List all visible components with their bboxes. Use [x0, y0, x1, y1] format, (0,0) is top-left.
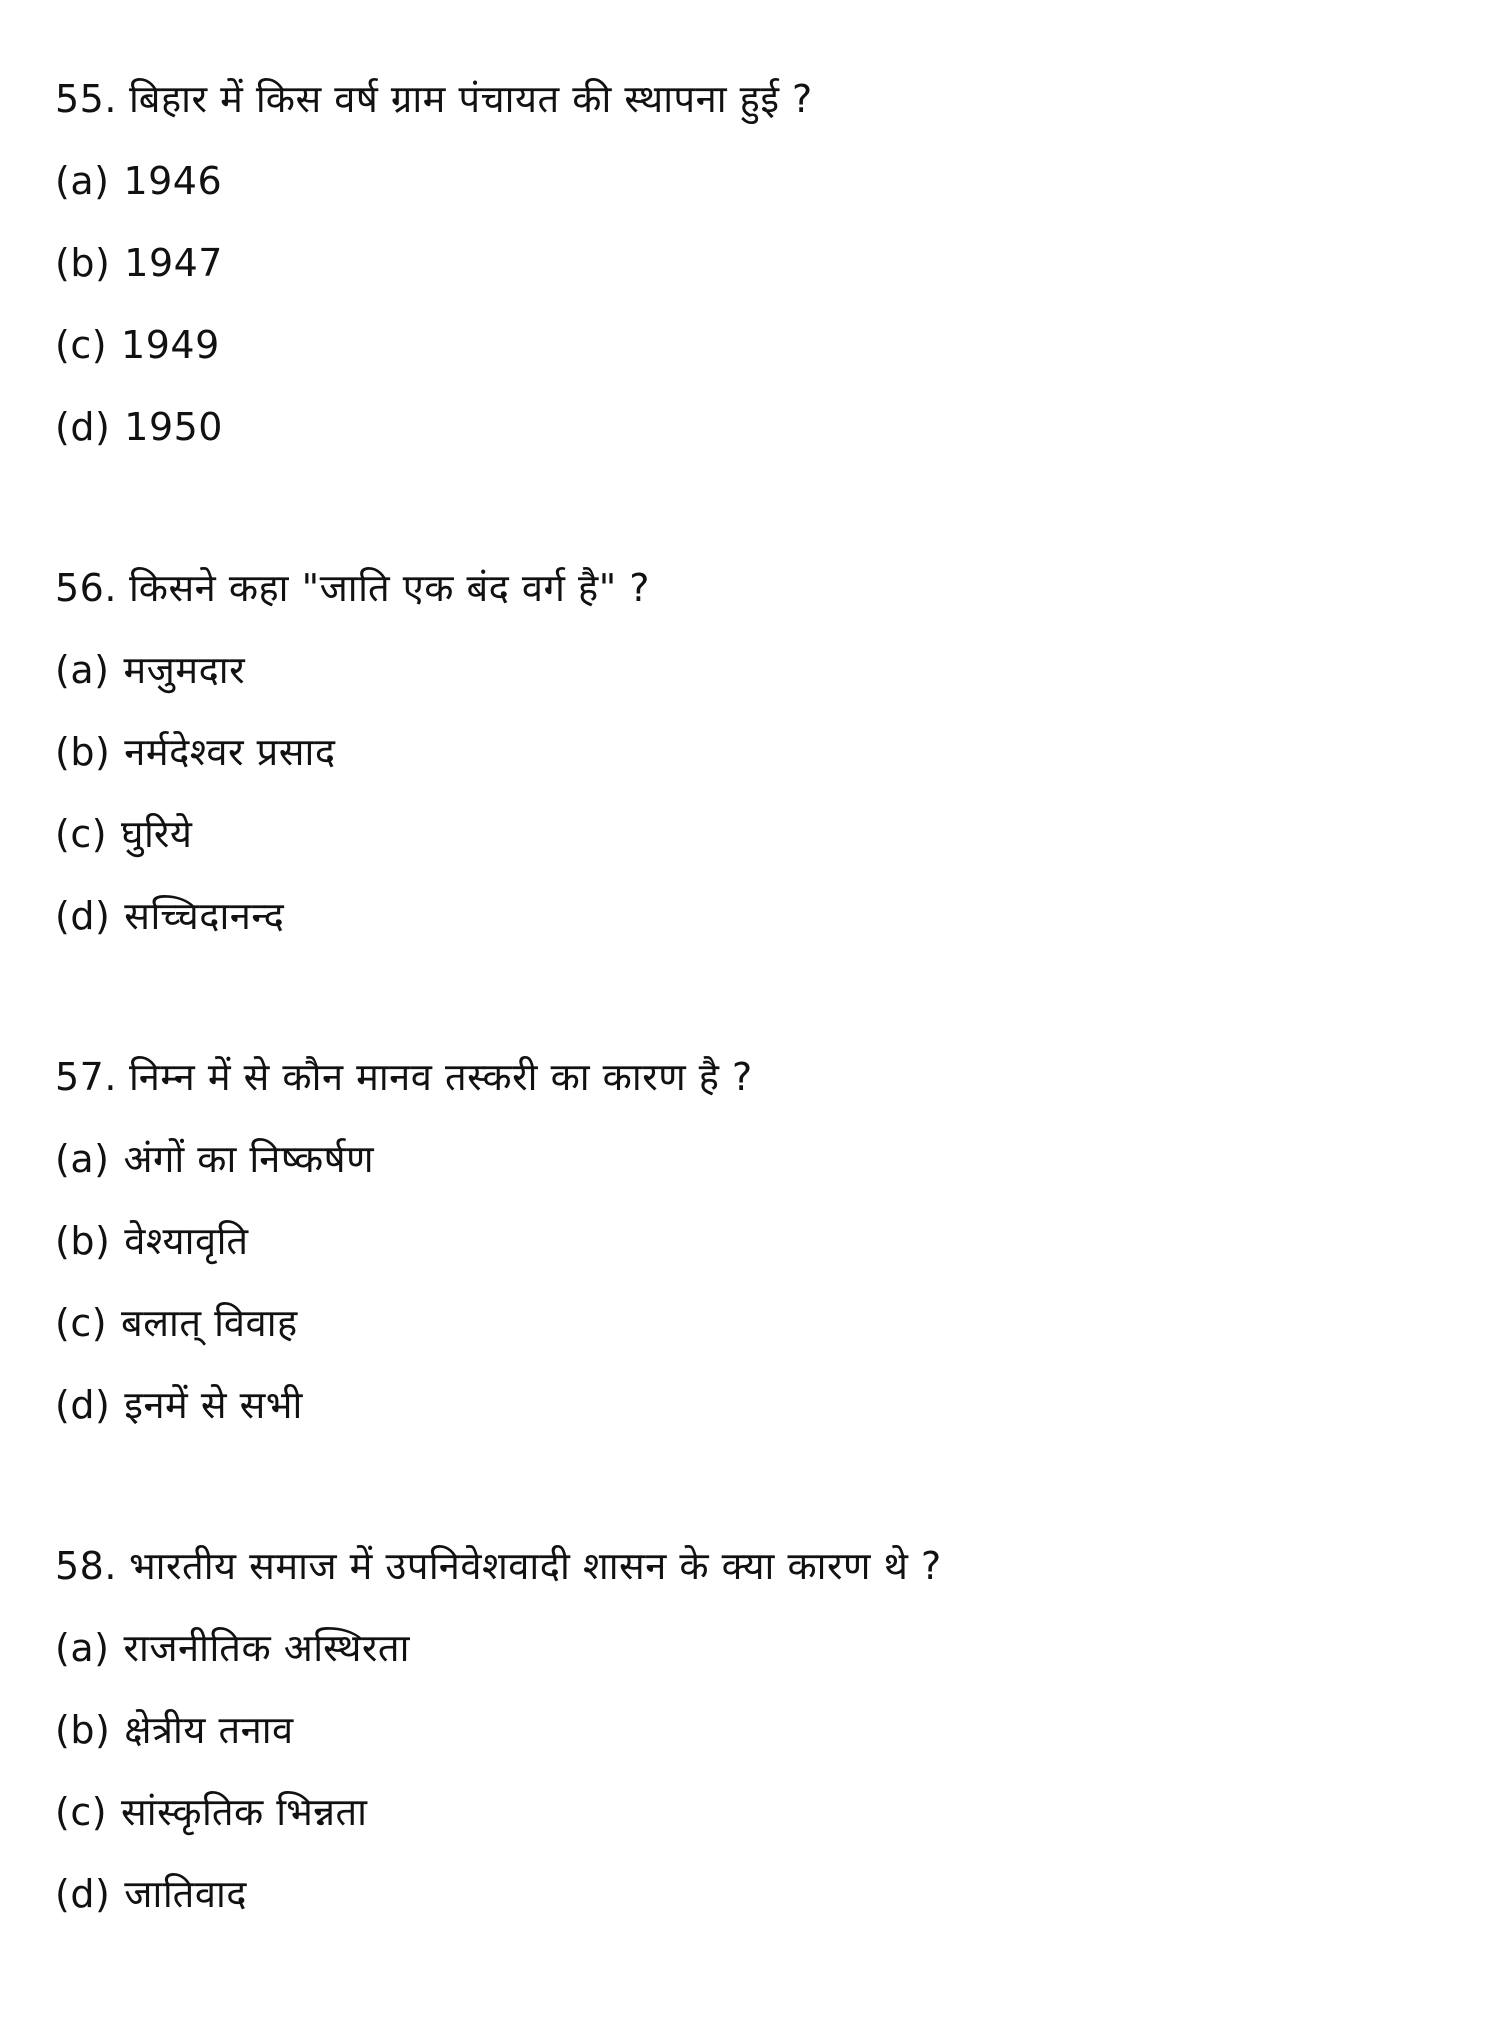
- option-a: [55, 629, 1455, 711]
- option-d: [55, 875, 1455, 957]
- option-key: (d): [55, 1872, 111, 1916]
- question-number: 58.: [55, 1544, 117, 1588]
- option-a: [55, 1607, 1455, 1689]
- option-text: घुरिये: [121, 812, 193, 856]
- option-key: (b): [55, 1219, 111, 1263]
- question-number: 57.: [55, 1055, 117, 1099]
- option-text: अंगों का निष्कर्षण: [123, 1137, 375, 1181]
- option-key: (b): [55, 241, 111, 285]
- option-key: (a): [55, 648, 110, 692]
- option-key: (a): [55, 159, 110, 203]
- question-57-text: [55, 1036, 1455, 1118]
- option-key: (a): [55, 1626, 110, 1670]
- option-key: (c): [55, 812, 108, 856]
- option-key: (d): [55, 1383, 111, 1427]
- option-text: 1950: [124, 405, 223, 449]
- option-a: [55, 1118, 1455, 1200]
- option-b: [55, 711, 1455, 793]
- option-c: [55, 304, 1455, 386]
- option-text: जातिवाद: [124, 1872, 247, 1916]
- option-text: मजुमदार: [123, 648, 246, 692]
- option-key: (b): [55, 1708, 111, 1752]
- question-number: 56.: [55, 566, 117, 610]
- option-text: बलात् विवाह: [121, 1301, 298, 1345]
- question-56-text: [55, 547, 1455, 629]
- option-c: [55, 1771, 1455, 1853]
- option-text: नर्मदेश्वर प्रसाद: [124, 730, 336, 774]
- option-b: [55, 1689, 1455, 1771]
- option-text: 1946: [123, 159, 223, 203]
- option-key: (c): [55, 323, 108, 367]
- question-58: [55, 1525, 1455, 1935]
- question-55-text: [55, 58, 1455, 140]
- option-c: [55, 1282, 1455, 1364]
- option-text: सच्चिदानन्द: [124, 894, 285, 938]
- option-key: (c): [55, 1301, 108, 1345]
- option-key: (d): [55, 894, 111, 938]
- option-text: क्षेत्रीय तनाव: [124, 1708, 294, 1752]
- option-key: (a): [55, 1137, 110, 1181]
- option-key: (d): [55, 405, 111, 449]
- option-b: [55, 222, 1455, 304]
- option-text: 1949: [121, 323, 220, 367]
- question-text: किसने कहा "जाति एक बंद वर्ग है" ?: [128, 566, 650, 610]
- option-d: [55, 1853, 1455, 1935]
- option-d: [55, 1364, 1455, 1446]
- option-text: इनमें से सभी: [124, 1383, 303, 1427]
- question-text: निम्न में से कौन मानव तस्करी का कारण है ?: [128, 1055, 753, 1099]
- question-number: 55.: [55, 77, 117, 121]
- option-d: [55, 386, 1455, 468]
- question-56: [55, 547, 1455, 957]
- option-text: 1947: [124, 241, 223, 285]
- option-text: वेश्यावृति: [124, 1219, 249, 1263]
- option-key: (b): [55, 730, 111, 774]
- question-58-text: [55, 1525, 1455, 1607]
- option-c: [55, 793, 1455, 875]
- question-text: बिहार में किस वर्ष ग्राम पंचायत की स्थापना हुई ?: [128, 77, 813, 121]
- question-list: [55, 58, 1455, 1935]
- option-a: [55, 140, 1455, 222]
- option-text: सांस्कृतिक भिन्नता: [121, 1790, 368, 1834]
- option-text: राजनीतिक अस्थिरता: [123, 1626, 410, 1670]
- question-57: [55, 1036, 1455, 1446]
- question-55: [55, 58, 1455, 468]
- option-key: (c): [55, 1790, 108, 1834]
- question-text: भारतीय समाज में उपनिवेशवादी शासन के क्या कारण थे ?: [128, 1544, 942, 1588]
- option-b: [55, 1200, 1455, 1282]
